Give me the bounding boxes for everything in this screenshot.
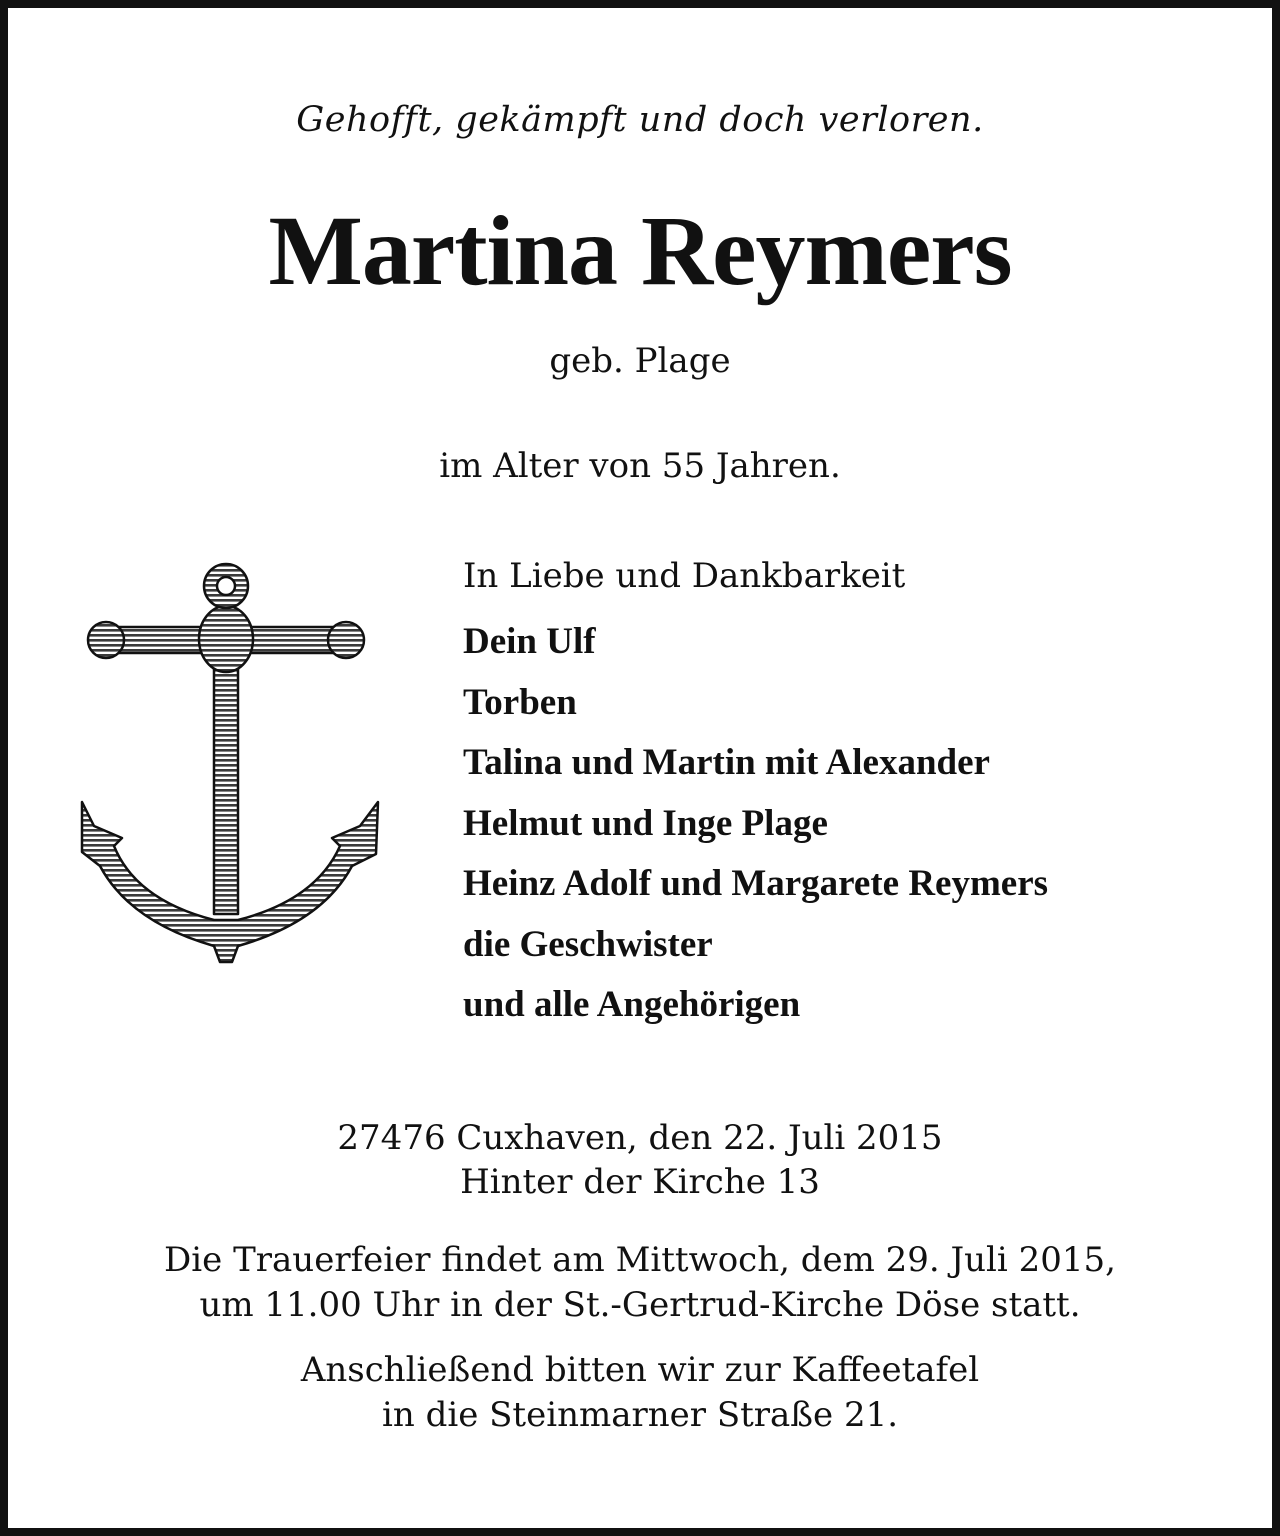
list-item: Helmut und Inge Plage <box>463 802 828 844</box>
list-item: die Geschwister <box>463 923 713 965</box>
motto: Gehofft, gekämpft und doch verloren. <box>296 100 984 140</box>
mourners-list <box>463 612 1263 1036</box>
reception-line-1: Anschließend bitten wir zur Kaffeetafel <box>300 1350 980 1390</box>
list-item: Dein Ulf <box>463 621 596 662</box>
birth-name: geb. Plage <box>549 341 731 381</box>
list-item: Talina und Martin mit Alexander <box>463 742 990 783</box>
mourners-intro: In Liebe und Dankbarkeit <box>463 556 906 596</box>
age-line: im Alter von 55 Jahren. <box>439 446 841 486</box>
reception-line-2: in die Steinmarner Straße 21. <box>381 1395 899 1435</box>
list-item: Torben <box>463 681 577 723</box>
mourners-block <box>463 556 1263 1036</box>
list-item: Heinz Adolf und Margarete Reymers <box>463 863 1049 904</box>
service-line-1: Die Trauerfeier findet am Mittwoch, dem 29. Juli 2015, <box>164 1240 1116 1280</box>
anchor-icon <box>70 554 390 974</box>
address: Hinter der Kirche 13 <box>460 1162 820 1202</box>
place-date: 27476 Cuxhaven, den 22. Juli 2015 <box>337 1118 943 1158</box>
service-line-2: um 11.00 Uhr in der St.-Gertrud-Kirche Döse statt. <box>199 1285 1081 1325</box>
deceased-name: Martina Reymers <box>268 195 1012 306</box>
list-item: und alle Angehörigen <box>463 984 801 1025</box>
